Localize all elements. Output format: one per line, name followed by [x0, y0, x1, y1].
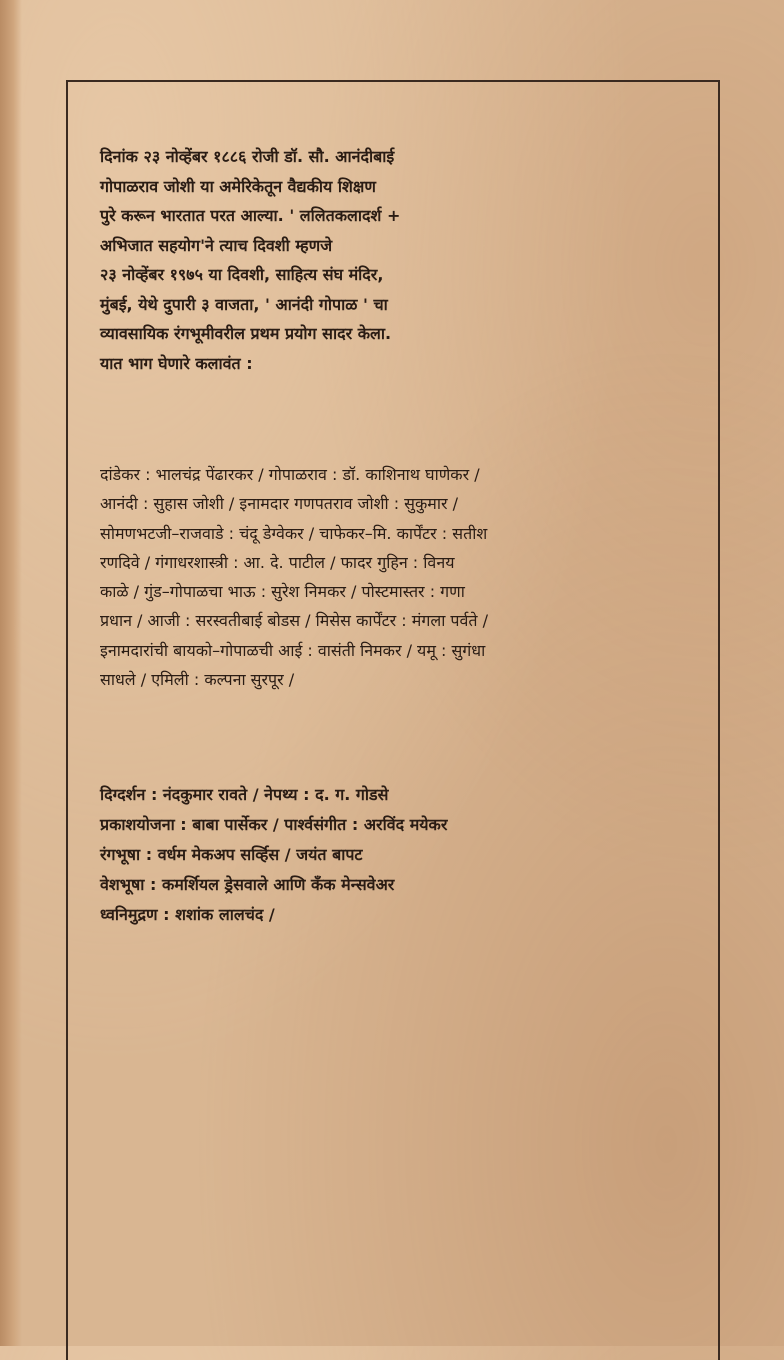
intro-line: मुंबई, येथे दुपारी ३ वाजता, ' आनंदी गोपाळ ' चा	[100, 294, 388, 314]
cast-line: सोमणभटजी–राजवाडे : चंदू डेग्वेकर / चाफेकर–मि. कार्पेंटर : सतीश	[100, 523, 488, 543]
cast-line: इनामदारांची बायको–गोपाळची आई : वासंती निमकर / यमू : सुगंधा	[100, 640, 486, 660]
cast-line: काळे / गुंड–गोपाळचा भाऊ : सुरेश निमकर / पोस्टमास्तर : गणा	[100, 582, 465, 602]
intro-line: अभिजात सहयोग'ने त्याच दिवशी म्हणजे	[100, 235, 333, 255]
credit-line: ध्वनिमुद्रण : शशांक लालचंद /	[100, 905, 275, 924]
credit-line: रंगभूषा : वर्धम मेकअप सर्व्हिस / जयंत बापट	[100, 845, 363, 864]
intro-line: व्यावसायिक रंगभूमीवरील प्रथम प्रयोग सादर केला.	[100, 324, 392, 343]
page-edge-shadow	[0, 0, 22, 1346]
crew-credits	[100, 780, 690, 930]
cast-line: आनंदी : सुहास जोशी / इनामदार गणपतराव जोशी : सुकुमार /	[100, 494, 459, 514]
cast-line: प्रधान / आजी : सरस्वतीबाई बोडस / मिसेस कार्पेंटर : मंगला पर्वते /	[100, 611, 489, 631]
intro-line: पुरे करून भारतात परत आल्या. ' ललितकलादर्श +	[100, 206, 401, 225]
intro-line: दिनांक २३ नोव्हेंबर १८८६ रोजी डॉ. सौ. आनंदीबाई	[100, 147, 395, 166]
credit-line: वेशभूषा : कमर्शियल ड्रेसवाले आणि कॅंक मेन्सवेअर	[100, 875, 395, 894]
cast-line: दांडेकर : भालचंद्र पेंढारकर / गोपाळराव : डॉ. काशिनाथ घाणेकर /	[100, 465, 480, 484]
credit-line: प्रकाशयोजना : बाबा पार्सेकर / पार्श्वसंगीत : अरविंद मयेकर	[100, 815, 448, 834]
cast-line: रणदिवे / गंगाधरशास्त्री : आ. दे. पाटील / फादर गुहिन : विनय	[100, 552, 455, 572]
intro-paragraph	[100, 142, 540, 378]
cast-line: साधले / एमिली : कल्पना सुरपूर /	[100, 670, 295, 690]
intro-line: २३ नोव्हेंबर १९७५ या दिवशी, साहित्य संघ मंदिर,	[100, 265, 384, 284]
intro-line: यात भाग घेणारे कलावंत :	[100, 353, 253, 373]
credit-line: दिग्दर्शन : नंदकुमार रावते / नेपथ्य : द. ग. गोडसे	[100, 785, 389, 804]
intro-line: गोपाळराव जोशी या अमेरिकेतून वैद्यकीय शिक्षण	[100, 176, 376, 196]
cast-list	[100, 460, 685, 694]
